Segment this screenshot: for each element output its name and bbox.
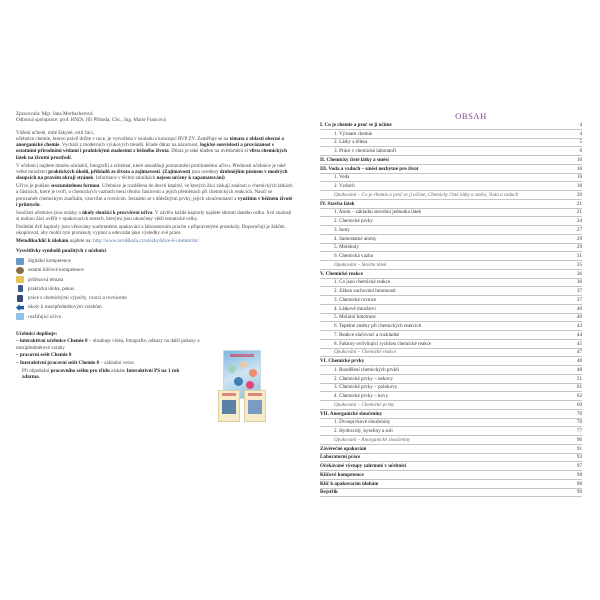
toc-entry-page: 48 (576, 366, 582, 373)
text-run: – základní verze (99, 360, 134, 367)
toc-entry-label: 5. Molekuly (334, 244, 359, 251)
toc-entry-page: 43 (576, 323, 582, 329)
toc-entry-label: VII. Anorganické sloučeniny (320, 410, 383, 417)
toc-entry-page: 99 (576, 489, 582, 496)
text-run: . Vychází z moderních výukových trendů. Klade důraz na názornost, (59, 142, 201, 149)
toc-title: OBSAH (455, 111, 487, 121)
supplements-title: Učebnici doplňuje: (16, 330, 58, 337)
text-run: – interaktivní učebnice Chemie 8 (16, 338, 88, 345)
toc-entry-page: 44 (576, 331, 582, 338)
toc-entry-chapter[interactable] (320, 165, 582, 174)
text-run: práce s chemickými výpočty, vzorci a rovnicemi (28, 295, 127, 302)
offer-text (16, 368, 192, 381)
toc-entry-label: 2. Zákon zachování hmotnosti (334, 288, 396, 294)
toc-entry-label: II. Chemicky čisté látky a směsi (320, 156, 389, 163)
toc-entry-section[interactable] (320, 252, 582, 261)
text-run: . (38, 374, 40, 381)
toc-entry-label: 1. Rozdělení chemických prvků (334, 366, 399, 373)
table-of-contents (320, 111, 582, 497)
toc-entry-page: 8 (579, 148, 582, 154)
toc-entry-label: 3. Práce v chemické laboratoři (334, 148, 397, 154)
toc-entry-top[interactable] (320, 471, 582, 480)
text-run: nejsou určeny k zapamatování) (156, 175, 225, 182)
toc-entry-label: 3. Chemické prvky – polokovy (334, 384, 398, 391)
toc-entry-page: 29 (576, 244, 582, 251)
toc-entry-page: 93 (576, 454, 582, 461)
toc-entry-top[interactable] (320, 462, 582, 471)
toc-entry-page: 90 (576, 436, 582, 443)
text-run: Součástí učebnice jsou otázky a (16, 209, 83, 216)
text-run: . Informace v těchto tabulkách (93, 175, 157, 182)
text-run: pracovního sešitu pro třídu (50, 368, 110, 374)
toc-entry-label: Klíčové kompetence (320, 471, 364, 478)
text-run: srozumitelnou formou (50, 182, 100, 189)
text-run: vlivu chemických látek na životní prostředí (16, 148, 287, 161)
toc-entry-section[interactable] (320, 331, 582, 340)
pt-badge-icon (16, 276, 24, 283)
credits (16, 111, 294, 124)
text-run: . (159, 168, 163, 175)
intro-paragraph-2 (16, 163, 294, 182)
toc-entry-top[interactable] (320, 480, 582, 489)
toc-entry-label: 4. Chemické prvky – kovy (334, 393, 389, 399)
toc-entry-section[interactable] (320, 322, 582, 331)
computer-icon (16, 258, 24, 265)
toc-entry-chapter[interactable] (320, 156, 582, 165)
toc-entry-page: 5 (579, 139, 582, 146)
toc-entry-label: Opakování – Co je chemie a proč se jí učíme, Chemicky čisté látky a směsi, Voda a vzduch (334, 191, 519, 198)
text-run: . Učebnice je rozdělena do devíti kapitol, ve kterých žáci získají znalosti o chemických látkách a částicích, které je tvoří, o chemických vazbách mezi těmito částicemi a jejich přeměnách při chemických reakcích. Naučí se porozumět chemickým značkám, vzorcům a rovnicím. Seznámí se s důležitými prvky, jejich sloučeninami a (16, 182, 293, 202)
toc-entry-page: 24 (576, 218, 582, 224)
toc-entry-chapter[interactable] (320, 270, 582, 279)
toc-list (320, 121, 582, 497)
text-run: drobnějším písmem v modrých sloupcích na pravém okraji stránek (16, 168, 288, 182)
text-run: najdete na: (68, 237, 94, 244)
text-run: průřezová témata (28, 276, 64, 283)
text-run: jsou uvedeny (190, 168, 220, 175)
toc-entry-chapter[interactable] (320, 410, 582, 419)
toc-entry-label: Opakování – Chemické prvky (334, 401, 395, 408)
book-covers-image (218, 350, 266, 420)
interactive-workbook-cover (244, 390, 266, 422)
intro-paragraph-4 (16, 210, 294, 223)
toc-entry-page: 35 (576, 261, 582, 268)
toc-entry-label: Laboratorní práce (320, 454, 361, 461)
toc-entry-label: VI. Chemické prvky (320, 358, 365, 364)
text-run: . Důraz je také kladen na uvědomění si (168, 148, 250, 155)
text-run: logické souvislosti a provázanost s ostatními přírodními vědami i praktickými znalostmi z běžného života (16, 142, 274, 155)
toc-entry-section[interactable] (320, 147, 582, 156)
toc-entry-label: Opakování – Anorganické sloučeniny (334, 436, 411, 443)
toc-entry-section[interactable] (320, 340, 582, 349)
toc-entry-label: 3. Ionty (334, 226, 350, 233)
toc-entry-label: 4. Látkové množství (334, 305, 376, 312)
toc-entry-page: 29 (576, 235, 582, 242)
text-run: úkoly k mezipředmětovým vztahům (28, 304, 102, 311)
toc-entry-page: 16 (576, 165, 582, 172)
toc-entry-label: III. Voda a vzduch – směsi nezbytné pro život (320, 165, 419, 172)
supplements-list (16, 338, 216, 380)
toc-entry-page: 21 (576, 200, 582, 207)
toc-entry-page: 62 (576, 393, 582, 399)
text-run: získáte (109, 368, 127, 374)
toc-entry-page: 36 (576, 279, 582, 286)
text-run: praktická úloha, pokus (28, 285, 75, 292)
toc-entry-section[interactable] (320, 279, 582, 288)
toc-entry-page: 16 (576, 174, 582, 181)
author: Zpracovala: Mgr. Jana Morbacherová (16, 111, 93, 117)
toc-entry-section[interactable] (320, 296, 582, 305)
text-run: Interaktivní PS na 1 rok zdarma (22, 368, 180, 381)
toc-entry-label: 2. Látky a tělesa (334, 139, 368, 146)
toc-entry-page: 4 (579, 130, 582, 137)
toc-entry-page: 20 (576, 191, 582, 198)
legend-item (16, 256, 294, 265)
text-run: V učebnici najdete mnoho obrázků, fotografií a schémat, které usnadňují porozumění probíranému učivu. Předností učebnice je také velké množství (16, 162, 286, 175)
workbook-cover (218, 390, 240, 422)
toc-entry-label: Klíč k opakovacím úlohám (320, 480, 379, 487)
toc-entry-label: 3. Chemické rovnice (334, 296, 377, 303)
toc-entry-page: 70 (576, 410, 582, 417)
toc-entry-section[interactable] (320, 235, 582, 244)
text-run: Vážení učitelé, milé žákyně, milí žáci, (16, 129, 95, 136)
toc-entry-page: 70 (576, 419, 582, 426)
methodology-line (16, 238, 294, 244)
toc-entry-top[interactable] (320, 445, 582, 454)
toc-entry-section[interactable] (320, 244, 582, 253)
toc-entry-page: 31 (576, 253, 582, 259)
toc-entry-page: 51 (576, 375, 582, 382)
intro-paragraph-3 (16, 183, 294, 208)
toc-entry-page: 37 (576, 296, 582, 303)
person-bust-icon (16, 267, 24, 274)
toc-entry-label: 6. Chemická vazba (334, 253, 373, 259)
toc-entry-page: 97 (576, 463, 582, 469)
toc-entry-label: Závěrečné opakování (320, 445, 367, 452)
toc-entry-page: 61 (576, 384, 582, 391)
toc-entry-section[interactable] (320, 366, 582, 375)
arrow-left-icon (16, 304, 24, 311)
legend-item (16, 275, 294, 284)
toc-entry-page: 4 (579, 121, 582, 128)
toc-entry-label: 1. Voda (334, 174, 350, 181)
toc-entry-section[interactable] (320, 209, 582, 218)
toc-entry-label: 1. Atom – základní stavební jednotka látek (334, 209, 421, 216)
toc-entry-section[interactable] (320, 217, 582, 226)
flask-person-icon (18, 285, 23, 292)
text-run: ostatní klíčové kompetence (28, 267, 84, 274)
text-run: . (70, 154, 72, 161)
toc-entry-review[interactable] (320, 436, 582, 445)
text-run: praktických úkolů, příkladů ze života a zajímavostí (48, 168, 160, 175)
toc-entry-label: 2. Chemické prvky – nekovy (334, 375, 393, 382)
toc-entry-section[interactable] (320, 130, 582, 139)
legend-list (16, 256, 294, 321)
toc-entry-top[interactable] (320, 454, 582, 463)
toc-entry-section[interactable] (320, 384, 582, 393)
text-run: digitální kompetence (28, 257, 71, 264)
toc-entry-section[interactable] (320, 314, 582, 323)
text-run: rozšiřující učivo (28, 313, 62, 320)
text-run: – pracovní sešit Chemie 8 (16, 352, 72, 359)
toc-entry-section[interactable] (320, 305, 582, 314)
book-extension-icon (16, 313, 24, 320)
calculator-icon (17, 295, 23, 302)
toc-entry-review[interactable] (320, 349, 582, 358)
legend-title: Vysvětlivky symbolů použitých v učebnici (16, 248, 107, 255)
toc-entry-section[interactable] (320, 174, 582, 183)
toc-entry-chapter[interactable] (320, 200, 582, 209)
toc-entry-page: 98 (576, 471, 582, 478)
toc-entry-section[interactable] (320, 226, 582, 235)
text-run: Metodiku/klíč k úlohám (16, 237, 69, 244)
text-run: témata z oblasti obecné a anorganické chemie (16, 135, 284, 149)
toc-entry-label: Opakování – Stavba látek (334, 261, 387, 268)
toc-entry-label: 2. Vzduch (334, 183, 355, 189)
toc-entry-section[interactable] (320, 392, 582, 401)
legend-item (16, 303, 294, 312)
toc-entry-review[interactable] (320, 261, 582, 270)
methodology-link[interactable]: http://www.nováškola.cz/ulozky/klice-k-ucebnicim/ (93, 237, 199, 244)
legend-item (16, 294, 294, 303)
collaborators: Odborná spolupráce: prof. RNDr. Jiří Příhoda, CSc., Ing. Marie Francová (16, 117, 166, 124)
legend-item (16, 266, 294, 275)
toc-entry-page: 40 (576, 314, 582, 321)
toc-entry-label: 1. Dvouprvkové sloučeniny (334, 419, 391, 426)
toc-entry-label: V. Chemické reakce (320, 270, 363, 277)
toc-entry-chapter[interactable] (320, 121, 582, 130)
supplement-item (16, 352, 216, 358)
toc-entry-page: 98 (576, 480, 582, 487)
toc-entry-label: 1. Význam chemie (334, 130, 373, 137)
supplement-item (16, 360, 216, 366)
toc-entry-page: 69 (576, 401, 582, 408)
text-run: . V závěru každé kapitoly najdete shrnutí daného celku. Své znalosti si mohou žáci ověřit v opakovacích testech, kterými jsou ukončeny větší tematické celky. (16, 209, 292, 222)
toc-entry-review[interactable] (320, 401, 582, 410)
toc-entry-label: 4. Samostatné atomy (334, 235, 377, 242)
legend-item (16, 284, 294, 293)
toc-entry-page: 77 (576, 428, 582, 434)
toc-entry-label: 6. Tepelné změny při chemických reakcích (334, 323, 422, 329)
toc-entry-page: 48 (576, 358, 582, 364)
intro-paragraph-5: Poslední dvě kapitoly jsou věnovány souhrnnému opakování a laboratorním pracím s připravenými protokoly. Doporučuji je žákům okopírovat, aby mohli tyto protokoly vyplnit a odevzdat jako výsledky své práce. (16, 223, 285, 237)
text-run: učebnice chemie, kterou právě držíte v ruce, je vytvořena v souladu s koncepcí RVP ZV. Zaměřuje se na (16, 135, 230, 142)
toc-entry-label: IV. Stavba látek (320, 200, 355, 207)
toc-entry-page: 21 (576, 209, 582, 216)
text-run: využitím v běžném životě i průmyslu (16, 195, 293, 208)
text-run: – obsahuje videa, fotografie, odkazy na další pokusy a mezipředmětové vztahy (16, 338, 200, 351)
toc-entry-page: 36 (576, 270, 582, 277)
toc-entry-page: 18 (576, 183, 582, 189)
intro-column (16, 111, 294, 382)
toc-entry-section[interactable] (320, 427, 582, 436)
toc-entry-page: 27 (576, 226, 582, 233)
toc-entry-chapter[interactable] (320, 357, 582, 366)
toc-entry-label: I. Co je chemie a proč se jí učíme (320, 121, 392, 128)
text-run: (Zajímavosti (162, 168, 191, 175)
toc-entry-label: 2. Hydroxidy, kyseliny a soli (334, 428, 393, 434)
toc-entry-label: Opakování – Chemické reakce (334, 349, 397, 356)
toc-entry-page: 91 (576, 445, 582, 452)
text-run: úkoly sloužící k procvičení učiva (82, 209, 153, 216)
toc-entry-page: 10 (576, 156, 582, 163)
supplement-item (16, 338, 216, 351)
toc-entry-label: Očekávané výstupy zahrnuté v učebnici (320, 463, 407, 469)
toc-entry-label: 5. Molární hmotnost (334, 314, 376, 321)
toc-entry-page: 47 (576, 349, 582, 356)
toc-entry-label: 8. Faktory ovlivňující rychlost chemické reakce (334, 340, 432, 347)
toc-entry-top[interactable] (320, 489, 582, 498)
toc-entry-section[interactable] (320, 375, 582, 384)
intro-paragraph-1 (16, 130, 294, 161)
toc-entry-label: 1. Co jsou chemické reakce (334, 279, 391, 286)
toc-entry-page: 40 (576, 305, 582, 312)
toc-entry-label: 2. Chemické prvky (334, 218, 373, 224)
toc-entry-section[interactable] (320, 287, 582, 296)
toc-entry-page: 37 (576, 288, 582, 294)
toc-entry-section[interactable] (320, 419, 582, 428)
toc-entry-section[interactable] (320, 139, 582, 148)
legend-item (16, 312, 294, 321)
text-run: . (39, 201, 41, 208)
text-run: Při objednání (22, 368, 51, 374)
text-run: Učivo je podáno (16, 182, 51, 189)
toc-entry-label: Rejstřík (320, 489, 338, 496)
toc-entry-review[interactable] (320, 191, 582, 200)
toc-entry-section[interactable] (320, 182, 582, 191)
toc-entry-page: 45 (576, 340, 582, 347)
text-run: – Interaktivní pracovní sešit Chemie 8 (16, 360, 100, 367)
toc-entry-label: 7. Reakce slučovací a rozkladné (334, 331, 400, 338)
